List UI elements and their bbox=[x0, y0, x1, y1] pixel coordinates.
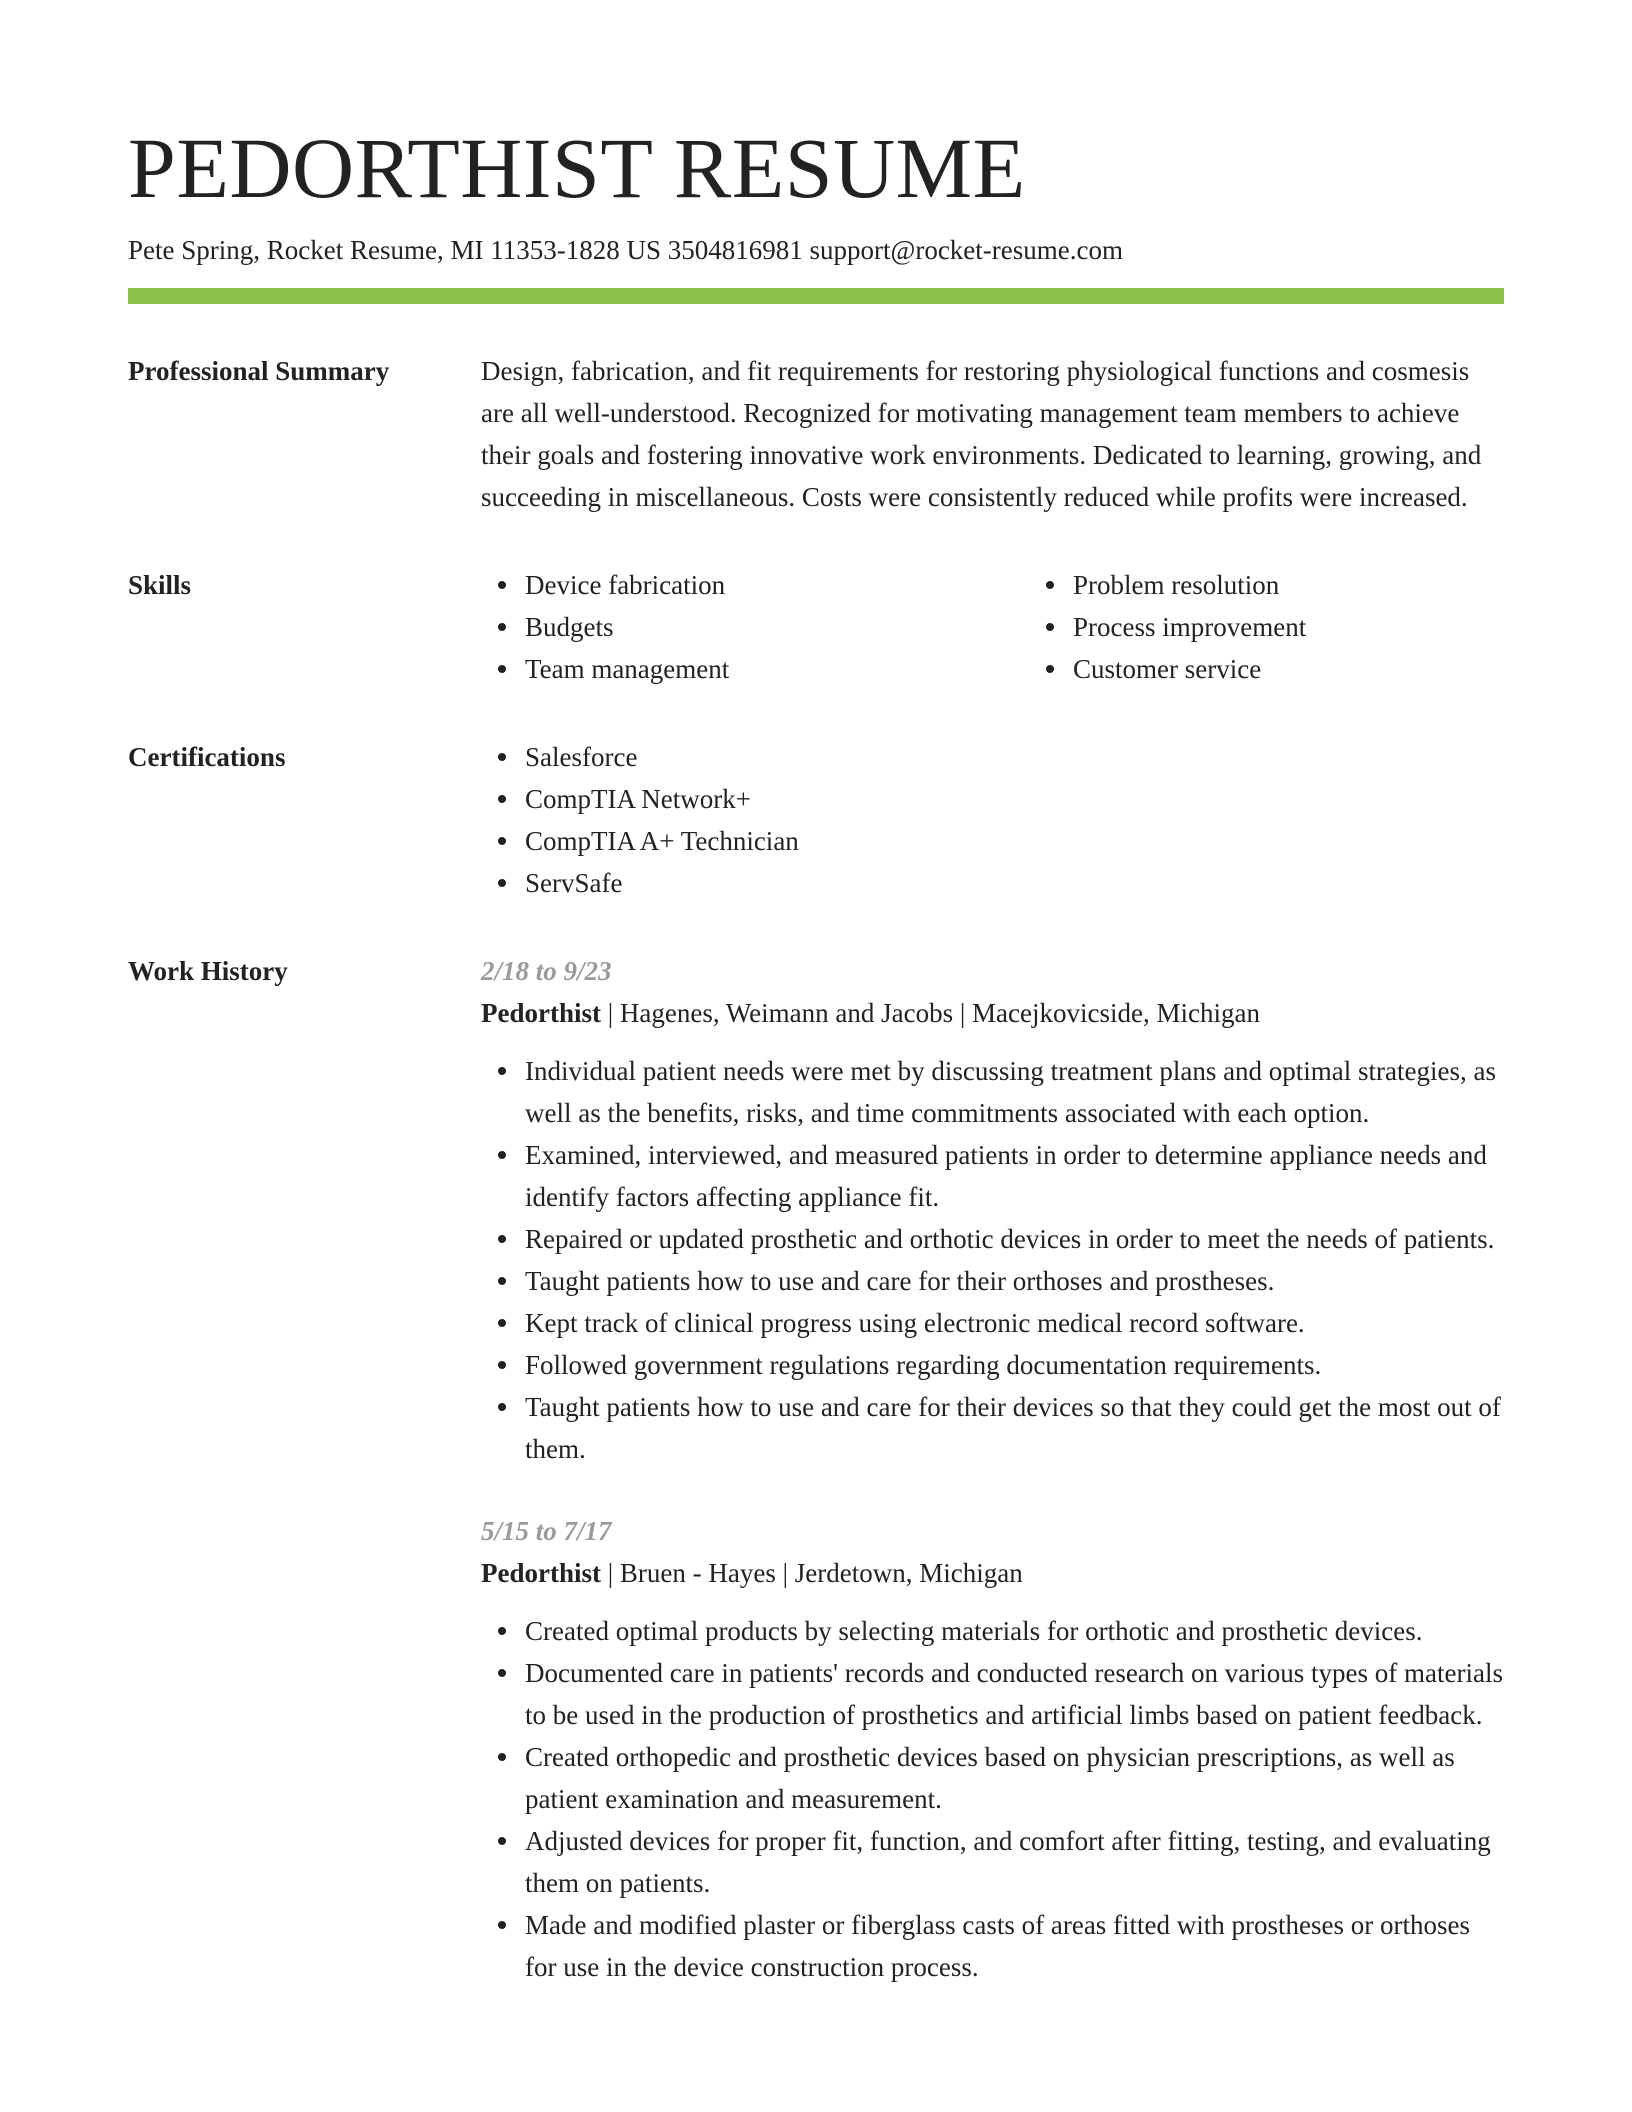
job-employer-location: | Hagenes, Weimann and Jacobs | Macejkovicside, Michigan bbox=[600, 998, 1260, 1028]
summary-section bbox=[128, 350, 1504, 518]
work-history-label: Work History bbox=[128, 956, 288, 986]
summary-text: Design, fabrication, and fit requirements for restoring physiological functions and cosmesis are all well-understood. Recognized for motivating management team members to achieve their goals and fostering innovative work environments. Dedicated to learning, growing, and succeeding in miscellaneous. Costs were consistently reduced while profits were increased. bbox=[481, 356, 1482, 512]
job-duties-list bbox=[481, 1050, 1504, 1470]
summary-label: Professional Summary bbox=[128, 356, 390, 386]
skills-section bbox=[128, 564, 1504, 690]
job-dates: 5/15 to 7/17 bbox=[481, 1516, 612, 1546]
job-duty: Created orthopedic and prosthetic devices based on physician prescriptions, as well as patient examination and measurement. bbox=[525, 1736, 1504, 1820]
header-divider bbox=[128, 288, 1504, 304]
skill-item: Device fabrication bbox=[525, 564, 1029, 606]
job-duty: Created optimal products by selecting materials for orthotic and prosthetic devices. bbox=[525, 1610, 1504, 1652]
job-duty: Individual patient needs were met by discussing treatment plans and optimal strategies, as well as the benefits, risks, and time commitments associated with each option. bbox=[525, 1050, 1504, 1134]
job-duty: Taught patients how to use and care for their orthoses and prostheses. bbox=[525, 1260, 1504, 1302]
skills-list-right bbox=[1029, 564, 1577, 690]
certification-item: ServSafe bbox=[525, 862, 1504, 904]
certification-item: CompTIA A+ Technician bbox=[525, 820, 1504, 862]
job-title: Pedorthist bbox=[481, 1558, 601, 1588]
skill-item: Budgets bbox=[525, 606, 1029, 648]
job-duty: Repaired or updated prosthetic and orthotic devices in order to meet the needs of patients. bbox=[525, 1218, 1504, 1260]
job-entry bbox=[481, 1510, 1504, 1988]
job-employer-location: | Bruen - Hayes | Jerdetown, Michigan bbox=[600, 1558, 1023, 1588]
certification-item: Salesforce bbox=[525, 736, 1504, 778]
certification-item: CompTIA Network+ bbox=[525, 778, 1504, 820]
job-duty: Kept track of clinical progress using electronic medical record software. bbox=[525, 1302, 1504, 1344]
job-title: Pedorthist bbox=[481, 998, 601, 1028]
skill-item: Process improvement bbox=[1073, 606, 1577, 648]
skills-label: Skills bbox=[128, 570, 192, 600]
resume-title: PEDORTHIST RESUME bbox=[128, 120, 1026, 216]
certifications-list bbox=[481, 736, 1504, 904]
job-duties-list bbox=[481, 1610, 1504, 1988]
job-heading bbox=[481, 1552, 1504, 1594]
skill-item: Customer service bbox=[1073, 648, 1577, 690]
job-duty: Made and modified plaster or fiberglass casts of areas fitted with prostheses or orthoses for use in the device construction process. bbox=[525, 1904, 1504, 1988]
job-duty: Taught patients how to use and care for their devices so that they could get the most out of them. bbox=[525, 1386, 1504, 1470]
job-duty: Adjusted devices for proper fit, function, and comfort after fitting, testing, and evaluating them on patients. bbox=[525, 1820, 1504, 1904]
job-dates: 2/18 to 9/23 bbox=[481, 956, 612, 986]
skill-item: Problem resolution bbox=[1073, 564, 1577, 606]
job-heading bbox=[481, 992, 1504, 1034]
work-history-section bbox=[128, 950, 1504, 1988]
job-duty: Documented care in patients' records and conducted research on various types of materials to be used in the production of prosthetics and artificial limbs based on patient feedback. bbox=[525, 1652, 1504, 1736]
certifications-label: Certifications bbox=[128, 742, 286, 772]
job-entry bbox=[481, 950, 1504, 1470]
job-duty: Followed government regulations regarding documentation requirements. bbox=[525, 1344, 1504, 1386]
skills-list-left bbox=[481, 564, 1029, 690]
skill-item: Team management bbox=[525, 648, 1029, 690]
contact-line: Pete Spring, Rocket Resume, MI 11353-1828 US 3504816981 support@rocket-resume.com bbox=[128, 235, 1123, 265]
certifications-section bbox=[128, 736, 1504, 904]
job-duty: Examined, interviewed, and measured patients in order to determine appliance needs and identify factors affecting appliance fit. bbox=[525, 1134, 1504, 1218]
